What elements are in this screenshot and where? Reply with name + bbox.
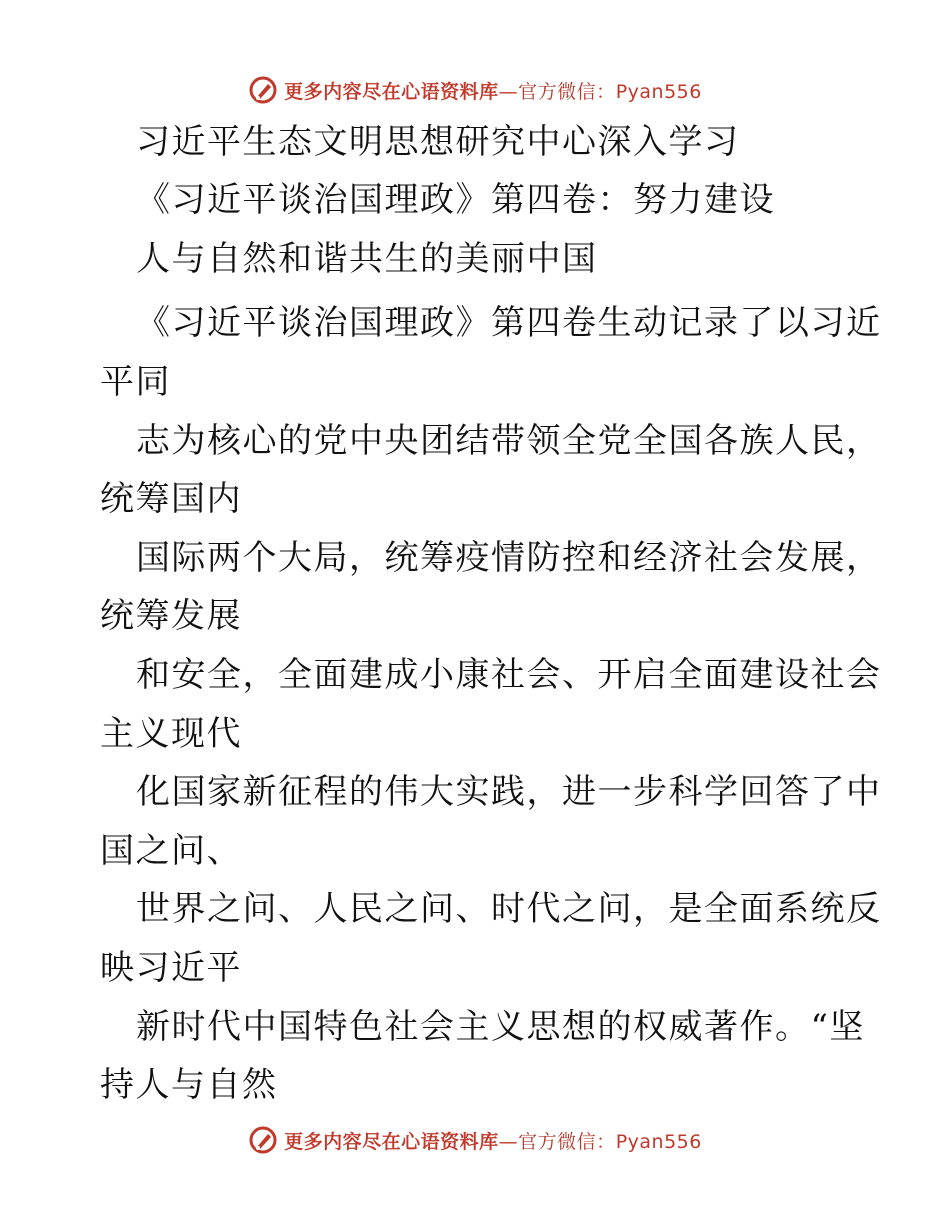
banner-dash: — xyxy=(498,1130,519,1153)
doc-line: 国之问、 xyxy=(100,831,242,871)
doc-line: 统筹发展 xyxy=(100,596,242,636)
doc-line: 主义现代 xyxy=(100,714,242,754)
doc-line: 习近平生态文明思想研究中心深入学习 xyxy=(136,122,740,162)
doc-line: 平同 xyxy=(100,362,171,402)
header-banner xyxy=(0,70,950,110)
doc-line: 新时代中国特色社会主义思想的权威著作。“坚 xyxy=(136,1007,865,1047)
pen-circle-logo-icon xyxy=(248,1125,278,1155)
doc-line: 人与自然和谐共生的美丽中国 xyxy=(136,239,598,279)
doc-line: 统筹国内 xyxy=(100,479,242,519)
banner-text xyxy=(284,77,702,104)
doc-line: 志为核心的党中央团结带领全党全国各族人民， xyxy=(136,421,882,461)
doc-line: 和安全，全面建成小康社会、开启全面建设社会 xyxy=(136,655,882,695)
banner-main-text: 更多内容尽在心语资料库 xyxy=(284,80,499,103)
banner-main-text: 更多内容尽在心语资料库 xyxy=(284,1130,499,1153)
doc-line: 世界之问、人民之问、时代之问，是全面系统反 xyxy=(136,889,882,929)
banner-dash: — xyxy=(498,80,519,103)
doc-line: 《习近平谈治国理政》第四卷生动记录了以习近 xyxy=(136,303,882,343)
banner-wechat-id: Pyan556 xyxy=(615,80,702,103)
footer-banner xyxy=(0,1120,950,1160)
banner-wechat-id: Pyan556 xyxy=(615,1130,702,1153)
doc-line: 国际两个大局，统筹疫情防控和经济社会发展， xyxy=(136,538,882,578)
banner-wechat-label: 官方微信： xyxy=(518,1130,616,1153)
banner-wechat-label: 官方微信： xyxy=(518,80,616,103)
doc-line: 持人与自然 xyxy=(100,1065,278,1105)
doc-line: 映习近平 xyxy=(100,948,242,988)
doc-line: 化国家新征程的伟大实践，进一步科学回答了中 xyxy=(136,772,882,812)
doc-line: 《习近平谈治国理政》第四卷：努力建设 xyxy=(136,180,775,220)
banner-text xyxy=(284,1127,702,1154)
pen-circle-logo-icon xyxy=(248,75,278,105)
